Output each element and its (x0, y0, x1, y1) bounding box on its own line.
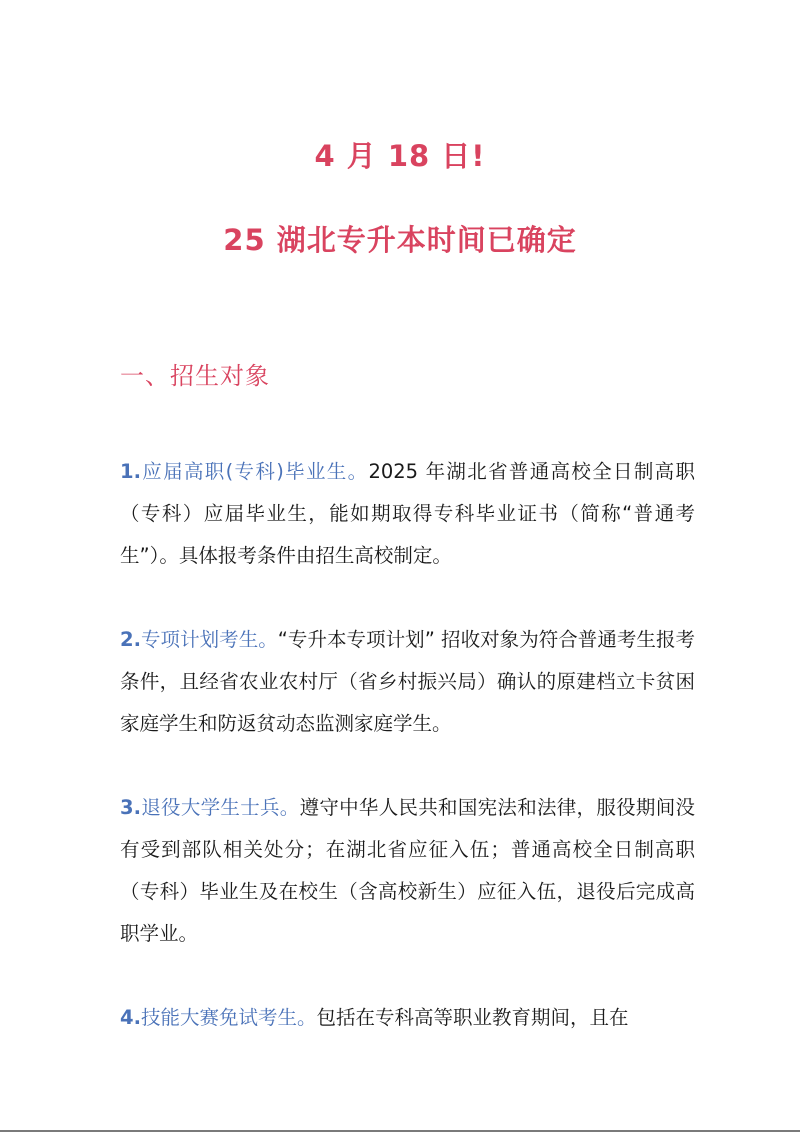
item-number: 1. (120, 460, 141, 483)
item-number: 4. (120, 1006, 141, 1029)
item-lead-text: 技能大赛免试考生。 (140, 1006, 317, 1029)
page-title: 25 湖北专升本时间已确定 (223, 223, 577, 257)
title-date: 4 月 18 日! (314, 139, 486, 173)
item-body: 2025 年湖北省普通高校全日制高职（专科）应届毕业生，能如期取得专科毕业证书（简称“普通考生”）。具体报考条件由招生高校制定。 (120, 460, 695, 567)
paragraph-item-4 (120, 997, 695, 1039)
paragraph-item-2 (120, 619, 695, 745)
item-lead-text: 专项计划考生。 (140, 628, 278, 651)
item-lead (120, 796, 300, 819)
section-heading-admission-targets: 一、招生对象 (120, 362, 270, 390)
item-body: 包括在专科高等职业教育期间，且在 (316, 1006, 629, 1029)
item-body: 遵守中华人民共和国宪法和法律，服役期间没有受到部队相关处分；在湖北省应征入伍；普通高校全日制高职（专科）毕业生及在校生（含高校新生）应征入伍，退役后完成高职学业。 (120, 796, 695, 945)
item-body: “专升本专项计划” 招收对象为符合普通考生报考条件，且经省农业农村厅（省乡村振兴局）确认的原建档立卡贫困家庭学生和防返贫动态监测家庭学生。 (120, 628, 695, 735)
paragraph-item-1 (120, 451, 695, 577)
item-number: 2. (120, 628, 141, 651)
item-lead (120, 1006, 317, 1029)
paragraph-item-3 (120, 787, 695, 955)
item-lead (120, 628, 278, 651)
item-lead-text: 应届高职(专科)毕业生。 (140, 460, 369, 483)
item-lead-text: 退役大学生士兵。 (140, 796, 300, 819)
item-lead (120, 460, 368, 483)
item-number: 3. (120, 796, 141, 819)
